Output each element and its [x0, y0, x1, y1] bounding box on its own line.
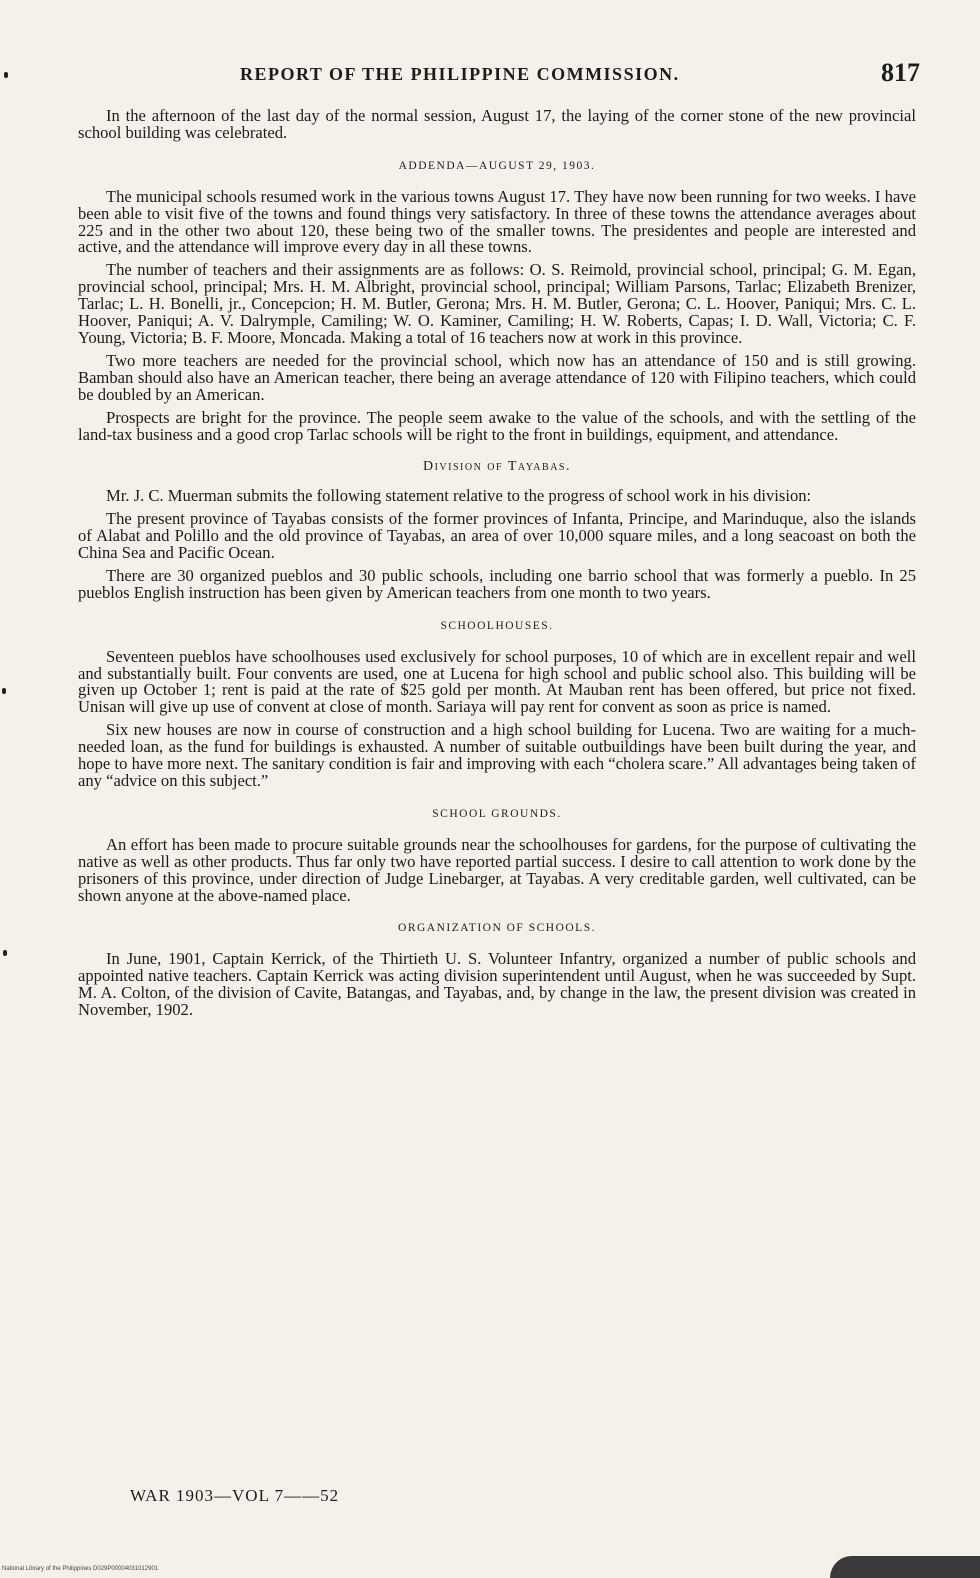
paragraph: An effort has been made to procure suitable grounds near the schoolhouses for gardens, for the purpose of cultivating the native as well as other products. Thus far only two have reported partial success. I desire to call attention to work done by the prisoners of this province, under direction of Judge Linebarger, at Tayabas. A very creditable garden, well cultivated, can be shown anyone at the above-named place. [78, 834, 916, 905]
paragraph: Seventeen pueblos have schoolhouses used exclusively for school purposes, 10 of which are in excellent repair and well and substantially built. Four convents are used, one at Lucena for high school and public school also. This building will be given up October 1; rent is paid at the rate of $25 gold per month. At Mauban rent has been offered, but price not fixed. Unisan will give up use of convent at close of month. Sariaya will pay rent for convent as soon as price is named. [78, 646, 916, 717]
paragraph: There are 30 organized pueblos and 30 public schools, including one barrio school that was formerly a pueblo. In 25 pueblos English instruction has been given by American teachers from one month to two years. [78, 565, 916, 602]
paragraph: Mr. J. C. Muerman submits the following statement relative to the progress of school work in his division: [106, 486, 812, 506]
signature-line: WAR 1903—VOL 7——52 [130, 1486, 340, 1505]
paragraph: In June, 1901, Captain Kerrick, of the Thirtieth U. S. Volunteer Infantry, organized a number of public schools and appointed native teachers. Captain Kerrick was acting division superintendent until August, when he was succeeded by Supt. M. A. Colton, of the division of Cavite, Batangas, and Tayabas, and, by change in the law, the present division was created in November, 1902. [78, 949, 916, 1020]
library-imprint: National Library of the Philippines D029P00004031012901 [2, 1566, 159, 1572]
running-head: REPORT OF THE PHILIPPINE COMMISSION. [240, 64, 680, 84]
scan-shadow [830, 1556, 980, 1578]
division-heading: Division of Tayabas. [422, 459, 571, 475]
paragraph: The municipal schools resumed work in the various towns August 17. They have now been running for two weeks. I have been able to visit five of the towns and found things very satisfactory. In three of these towns the attendance averages about 225 and in the other two about 120, these being two of the smaller towns. The presidentes and people are interested and active, and the attendance will improve every day in all these towns. [78, 186, 916, 257]
paragraph: The present province of Tayabas consists of the former provinces of Infanta, Principe, and Marinduque, also the islands of Alabat and Polillo and the old province of Tayabas, an area of over 10,000 square miles, and a long seacoast on both the China Sea and Pacific Ocean. [78, 509, 916, 563]
scan-speck [4, 72, 8, 78]
paragraph: Six new houses are now in course of construction and a high school building for Lucena. Two are waiting for a much-needed loan, as the fund for buildings is exhausted. A number of suitable outbuildings have been built during the year, and hope to have more next. The sanitary condition is fair and improving with each “cholera scare.” All advantages being taken of any “advice on this subject.” [78, 720, 916, 790]
page-number: 817 [881, 58, 920, 87]
paragraph: In the afternoon of the last day of the normal session, August 17, the laying of the corner stone of the new provincial school building was celebrated. [78, 106, 916, 142]
paragraph: Prospects are bright for the province. The people seem awake to the value of the schools, and with the settling of the land-tax business and a good crop Tarlac schools will be right to the front in buildings, equipment, and attendance. [78, 407, 916, 444]
section-heading-schoolhouses: SCHOOLHOUSES. [440, 619, 554, 632]
section-heading-addenda: ADDENDA—AUGUST 29, 1903. [398, 159, 596, 172]
scan-speck [2, 688, 6, 694]
scan-speck [3, 950, 7, 956]
paragraph: The number of teachers and their assignments are as follows: O. S. Reimold, provincial school, principal; G. M. Egan, provincial school, principal; Mrs. H. M. Albright, provincial school, principal; William Parsons, Tarlac; Elizabeth Brenizer, Tarlac; L. H. Bonelli, jr., Concepcion; H. M. Butler, Gerona; Mrs. H. M. Butler, Gerona; C. L. Hoover, Paniqui; Mrs. C. L. Hoover, Paniqui; A. V. Dalrymple, Camiling; W. O. Kaminer, Camiling; H. W. Roberts, Capas; I. D. Wall, Victoria; C. F. Young, Victoria; B. F. Moore, Moncada. Making a total of 16 teachers now at work in this province. [78, 260, 916, 347]
body-text [78, 108, 916, 1019]
paragraph: Two more teachers are needed for the provincial school, which now has an attendance of 150 and is still growing. Bamban should also have an American teacher, there being an average attendance of 120 with Filipino teachers, which could be doubled by an American. [78, 350, 916, 404]
section-heading-school-grounds: SCHOOL GROUNDS. [432, 807, 562, 820]
page-header [80, 58, 920, 94]
section-heading-organization: ORGANIZATION OF SCHOOLS. [398, 922, 596, 935]
